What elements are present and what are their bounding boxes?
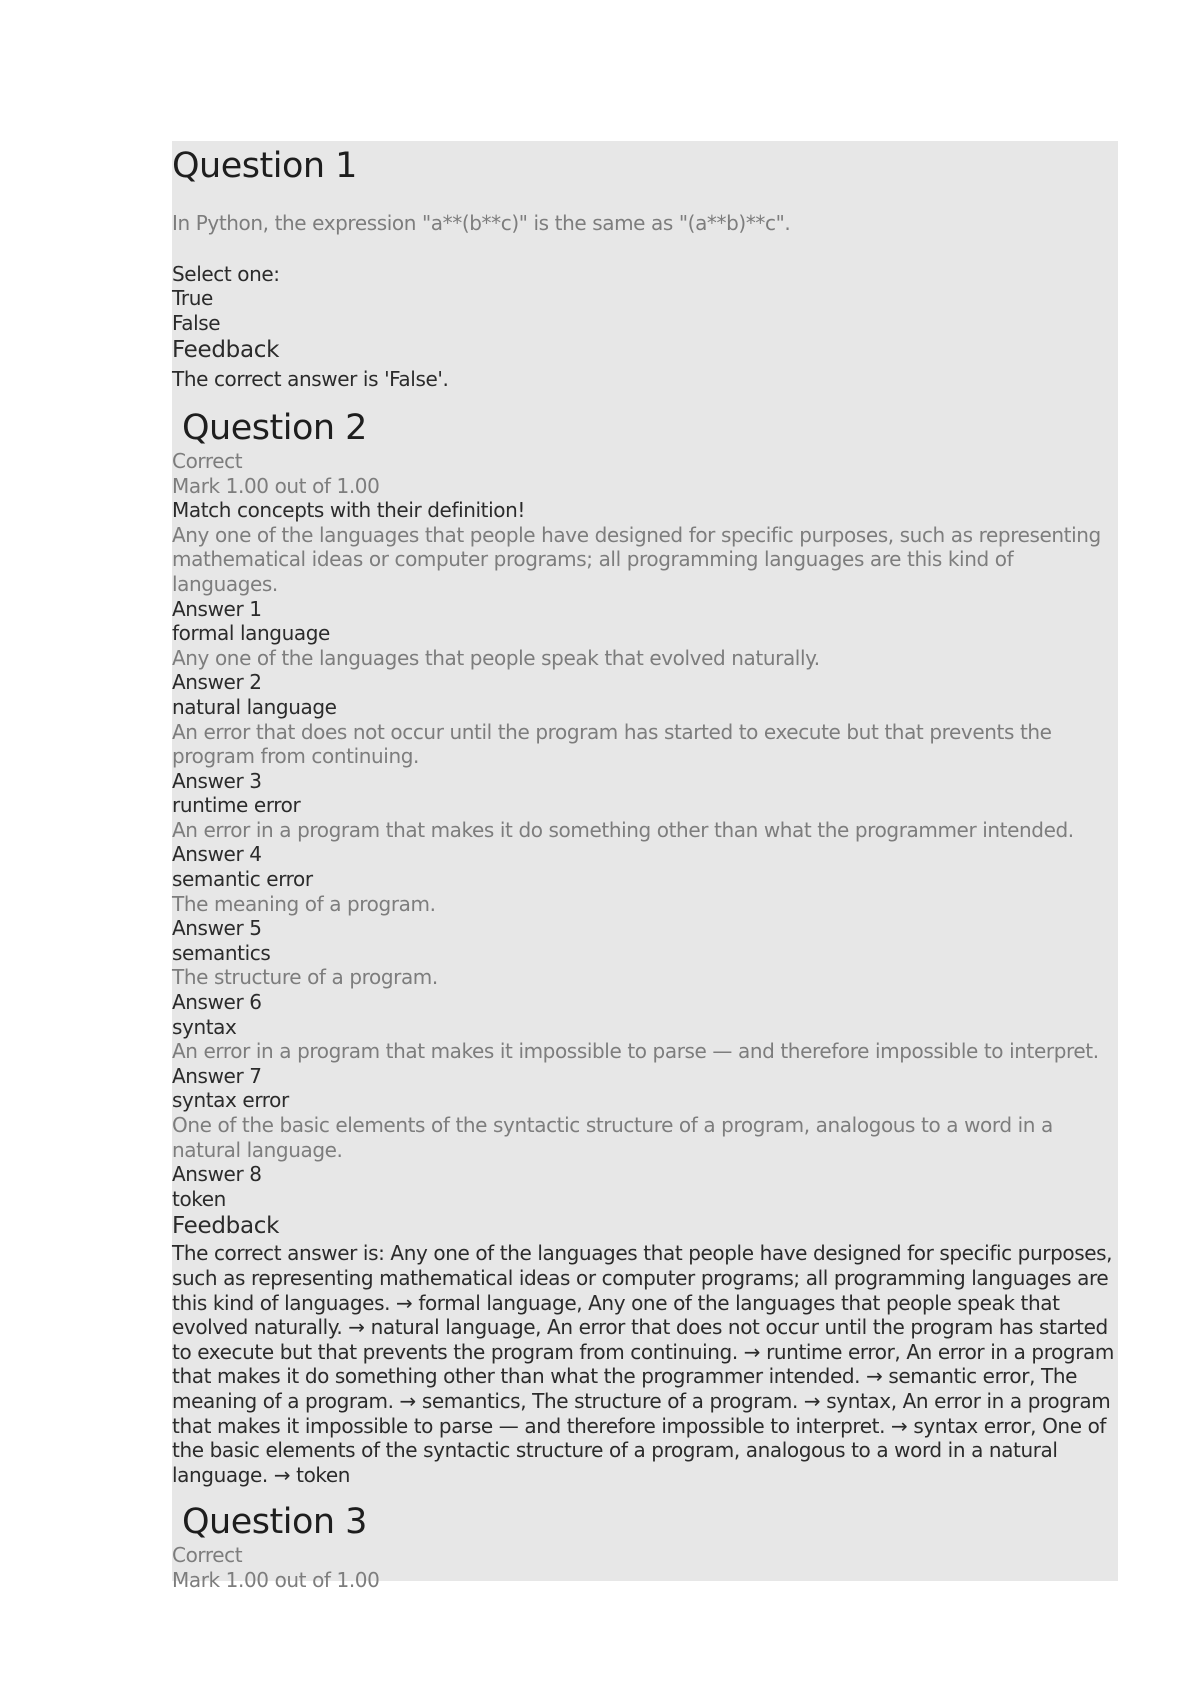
answer-label: Answer 8: [172, 1162, 262, 1187]
question-2-instruction: Match concepts with their definition!: [172, 498, 526, 523]
question-1-feedback-title: Feedback: [172, 337, 280, 364]
question-1-prompt: In Python, the expression "a**(b**c)" is the same as "(a**b)**c".: [172, 211, 791, 235]
match-item: [172, 646, 1118, 720]
answer-value[interactable]: token: [172, 1186, 226, 1211]
question-3: [172, 1501, 1118, 1592]
match-definition: An error in a program that makes it do something other than what the programmer intended.: [172, 817, 1074, 842]
answer-value[interactable]: natural language: [172, 694, 337, 719]
match-definition: The structure of a program.: [172, 965, 438, 990]
question-1-title: Question 1: [172, 146, 357, 186]
match-definition: An error that does not occur until the program has started to execute but that prevents the program from continuing.: [172, 719, 1052, 769]
answer-label: Answer 7: [172, 1063, 262, 1088]
answer-value[interactable]: syntax error: [172, 1088, 289, 1113]
option-false[interactable]: False: [172, 310, 221, 335]
question-3-status: Correct: [172, 1543, 243, 1568]
question-2-status: Correct: [172, 448, 243, 473]
match-definition: An error in a program that makes it impossible to parse — and therefore impossible to interpret.: [172, 1039, 1099, 1064]
answer-value[interactable]: semantic error: [172, 867, 313, 892]
document-page: [172, 141, 1118, 1592]
match-item: [172, 818, 1118, 892]
question-2-mark: Mark 1.00 out of 1.00: [172, 473, 380, 498]
answer-value[interactable]: formal language: [172, 621, 330, 646]
match-definition: The meaning of a program.: [172, 891, 436, 916]
option-true[interactable]: True: [172, 286, 213, 311]
answer-value[interactable]: semantics: [172, 940, 271, 965]
question-3-mark: Mark 1.00 out of 1.00: [172, 1567, 380, 1592]
match-item: [172, 523, 1118, 646]
select-one-label: Select one:: [172, 261, 280, 286]
answer-value[interactable]: syntax: [172, 1014, 237, 1039]
answer-label: Answer 1: [172, 596, 262, 621]
match-item: [172, 965, 1118, 1039]
match-item: [172, 1039, 1118, 1113]
match-definition: Any one of the languages that people speak that evolved naturally.: [172, 645, 820, 670]
match-item: [172, 892, 1118, 966]
answer-label: Answer 6: [172, 990, 262, 1015]
answer-label: Answer 3: [172, 768, 262, 793]
question-2-title: Question 2: [182, 407, 367, 448]
question-3-title: Question 3: [182, 1502, 367, 1543]
question-1: [172, 141, 1118, 392]
answer-value[interactable]: runtime error: [172, 793, 301, 818]
match-definition: One of the basic elements of the syntactic structure of a program, analogous to a word in a natural language.: [172, 1113, 1053, 1162]
answer-label: Answer 5: [172, 916, 262, 941]
match-definition: Any one of the languages that people have designed for specific purposes, such as representing mathematical ideas or computer programs; all programming languages are this kind of languages.: [172, 522, 1101, 596]
match-item: [172, 720, 1118, 818]
answer-label: Answer 4: [172, 842, 262, 867]
question-1-feedback-text: The correct answer is 'False'.: [172, 367, 449, 392]
match-item: [172, 1113, 1118, 1211]
question-2: [172, 407, 1118, 1487]
answer-label: Answer 2: [172, 670, 262, 695]
question-2-feedback-title: Feedback: [172, 1213, 280, 1240]
question-2-feedback-text: The correct answer is: Any one of the languages that people have designed for specific purposes, such as representing mathematical ideas or computer programs; all programming languages are this kind of languages. → formal language, Any one of the languages that people speak that evolved naturally. → natural language, An error that does not occur until the program has started to execute but that prevents the program from continuing. → runtime error, An error in a program that makes it do something other than what the programmer intended. → semantic error, The meaning of a program. → semantics, The structure of a program. → syntax, An error in a program that makes it impossible to parse — and therefore impossible to interpret. → syntax error, One of the basic elements of the syntactic structure of a program, analogous to a word in a natural language. → token: [172, 1241, 1114, 1487]
